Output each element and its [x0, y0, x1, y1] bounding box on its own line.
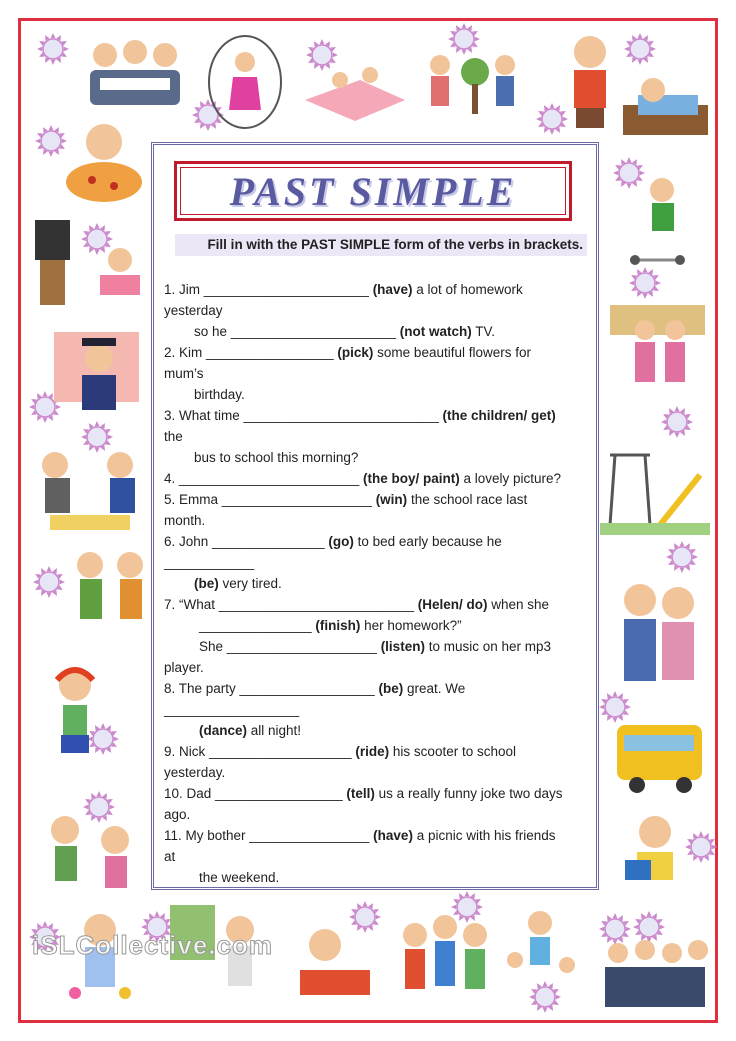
exercise-line — [164, 342, 590, 363]
exercise-text: bus to school this morning? — [194, 450, 359, 465]
exercise-text: 9. Nick ___________________ — [164, 744, 356, 759]
exercise-text: 8. The party __________________ — [164, 681, 379, 696]
walking-kids-illustration — [60, 545, 155, 655]
girl-skipping-illustration — [205, 32, 285, 132]
exercise-text: She ____________________ — [199, 639, 381, 654]
carol-singers-illustration — [600, 935, 710, 1020]
verb-prompt: (be) — [194, 576, 219, 591]
verb-prompt: (tell) — [346, 786, 375, 801]
exercise-line — [164, 321, 590, 342]
page-title: PAST SIMPLE — [229, 169, 517, 214]
exercise-item — [164, 531, 590, 594]
graduate-illustration — [54, 320, 139, 415]
verb-prompt: (the boy/ paint) — [362, 471, 460, 486]
jumping-kids-illustration — [495, 905, 585, 995]
exercise-line — [164, 573, 590, 594]
exercise-line — [164, 804, 590, 825]
exercise-text: 3. What time __________________________ — [164, 408, 443, 423]
exercise-line — [164, 552, 590, 573]
exercise-item — [164, 825, 590, 888]
exercise-text: at — [164, 849, 176, 864]
verb-prompt: (be) — [378, 681, 404, 696]
exercise-text: _______________ — [199, 618, 316, 633]
boys-group-illustration — [390, 905, 495, 1015]
title-box — [174, 161, 572, 221]
verb-prompt: (go) — [328, 534, 354, 549]
exercise-line — [164, 447, 590, 468]
music-girl-illustration — [35, 660, 115, 790]
exercise-line — [164, 720, 590, 741]
exercise-item — [164, 678, 590, 741]
exercise-text: 4. ________________________ — [164, 471, 363, 486]
exercise-line — [164, 657, 590, 678]
exercise-text: to music on her mp3 — [424, 639, 552, 654]
verb-prompt: (finish) — [315, 618, 361, 633]
exercise-line — [164, 594, 590, 615]
verb-prompt: (have) — [373, 828, 413, 843]
verb-prompt: (the children/ get) — [442, 408, 556, 423]
exercise-line — [164, 636, 590, 657]
shopping-girls-illustration — [610, 300, 705, 400]
exercise-text: all night! — [247, 723, 302, 738]
exercise-text: 10. Dad _________________ — [164, 786, 347, 801]
exercise-line — [164, 783, 590, 804]
exercise-text: very tired. — [218, 576, 282, 591]
kids-choir-illustration — [80, 30, 190, 110]
exercise-line — [164, 741, 590, 762]
exercise-line — [164, 510, 590, 531]
grandparents-illustration — [610, 575, 705, 685]
playground-illustration — [600, 445, 710, 535]
exercise-text: 7. “What __________________________ — [164, 597, 418, 612]
exercise-text: 5. Emma ____________________ — [164, 492, 376, 507]
exercise-line — [164, 699, 590, 720]
exercise-line — [164, 867, 590, 888]
exercise-text: __________________ — [164, 702, 300, 717]
watermark: iSLCollective.com — [32, 930, 273, 960]
exercise-text: 1. Jim ______________________ — [164, 282, 373, 297]
verb-prompt: (Helen/ do) — [417, 597, 488, 612]
board-game-illustration — [30, 440, 145, 535]
exercise-line — [164, 300, 590, 321]
verb-prompt: (win) — [375, 492, 408, 507]
verb-prompt: (dance) — [199, 723, 248, 738]
exercise-line — [164, 279, 590, 300]
exercise-text: TV. — [471, 324, 495, 339]
reading-boy-illustration — [615, 810, 695, 895]
exercise-text: ____________ — [164, 555, 255, 570]
exercise-text: yesterday. — [164, 765, 226, 780]
exercise-text: birthday. — [194, 387, 245, 402]
exercise-item — [164, 489, 590, 531]
exercise-list — [164, 279, 590, 888]
exercise-item — [164, 783, 590, 825]
sun-icon — [660, 405, 694, 439]
exercise-item — [164, 468, 590, 489]
exercise-text: so he ______________________ — [194, 324, 400, 339]
verb-prompt: (pick) — [337, 345, 374, 360]
exercise-item — [164, 594, 590, 678]
sun-icon — [665, 540, 699, 574]
exercise-text: great. We — [403, 681, 466, 696]
exercise-text: month. — [164, 513, 206, 528]
exercise-text: a lovely picture? — [459, 471, 562, 486]
exercise-text: yesterday — [164, 303, 223, 318]
sun-icon — [628, 266, 662, 300]
exercise-text: the weekend. — [199, 870, 280, 885]
exercise-text: 2. Kim _________________ — [164, 345, 338, 360]
sun-icon — [36, 32, 70, 66]
sleeping-boy-illustration — [618, 65, 713, 150]
exercise-line — [164, 405, 590, 426]
exercise-line — [164, 615, 590, 636]
exercise-text: her homework?” — [360, 618, 462, 633]
tv-kid-illustration — [30, 210, 140, 310]
exercise-text: 6. John _______________ — [164, 534, 329, 549]
gardening-illustration — [415, 50, 525, 130]
exercise-line — [164, 489, 590, 510]
scooter-boy-illustration — [620, 175, 700, 265]
exercise-line — [164, 678, 590, 699]
exercise-line — [164, 846, 590, 867]
exercise-line — [164, 468, 590, 489]
picnic-illustration — [300, 55, 410, 125]
exercise-text: some beautiful flowers for — [373, 345, 531, 360]
exercise-text: to bed early because he — [353, 534, 502, 549]
verb-prompt: (ride) — [355, 744, 390, 759]
angry-boy-illustration — [560, 30, 620, 130]
exercise-line — [164, 762, 590, 783]
exercise-item — [164, 342, 590, 405]
school-bus-illustration — [612, 715, 707, 800]
exercise-item — [164, 741, 590, 783]
writing-boy-illustration — [280, 915, 380, 1005]
exercise-line — [164, 384, 590, 405]
exercise-text: player. — [164, 660, 204, 675]
exercise-item — [164, 405, 590, 468]
kids-sweeping-illustration — [30, 790, 140, 900]
exercise-line — [164, 426, 590, 447]
pizza-boy-illustration — [62, 120, 147, 210]
verb-prompt: (have) — [372, 282, 413, 297]
sun-icon — [623, 32, 657, 66]
exercise-text: ago. — [164, 807, 191, 822]
exercise-text: the school race last — [407, 492, 528, 507]
exercise-text: his scooter to school — [389, 744, 516, 759]
verb-prompt: (listen) — [380, 639, 425, 654]
exercise-line — [164, 363, 590, 384]
exercise-text: a lot of homework — [412, 282, 523, 297]
verb-prompt: (not watch) — [399, 324, 472, 339]
exercise-text: when she — [487, 597, 550, 612]
exercise-text: the — [164, 429, 183, 444]
exercise-text: us a really funny joke two days — [374, 786, 563, 801]
exercise-line — [164, 531, 590, 552]
exercise-text: 11. My bother ________________ — [164, 828, 374, 843]
exercise-text: a picnic with his friends — [412, 828, 556, 843]
exercise-line — [164, 825, 590, 846]
instruction: Fill in with the PAST SIMPLE form of the verbs in brackets. — [175, 234, 587, 256]
exercise-item — [164, 279, 590, 342]
exercise-text: mum’s — [164, 366, 204, 381]
